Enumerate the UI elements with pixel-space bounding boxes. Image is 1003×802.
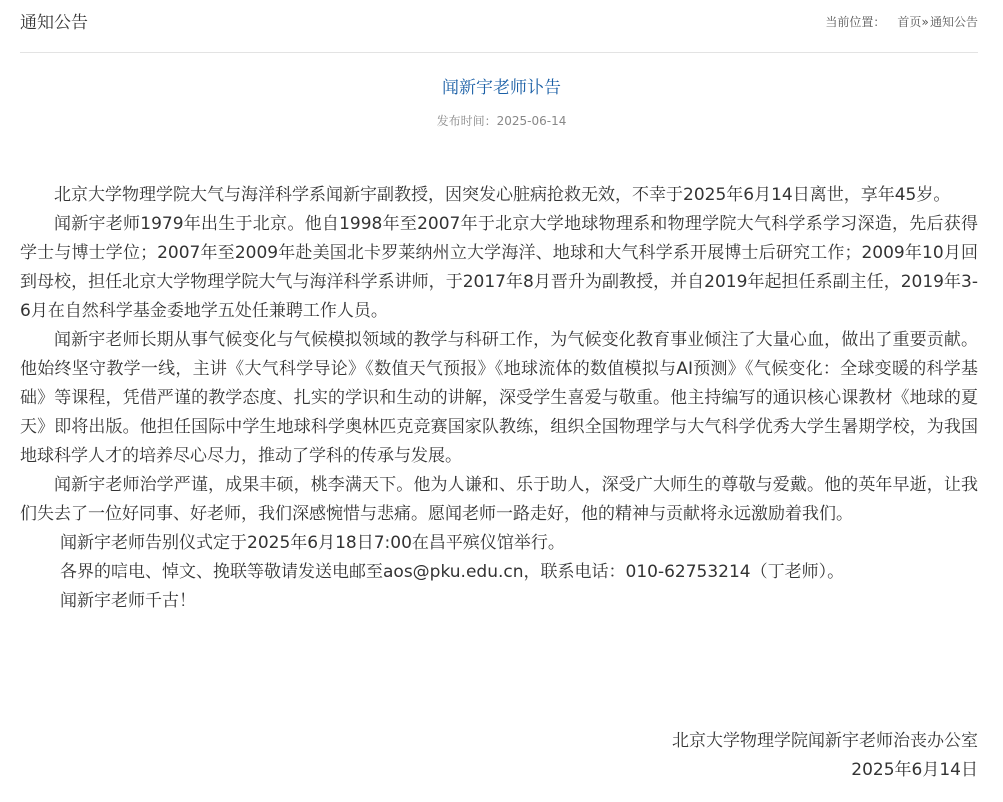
page-header	[20, 0, 978, 53]
breadcrumb-prefix: 当前位置：	[825, 15, 886, 29]
breadcrumb-separator: »	[921, 15, 929, 29]
signature-date: 2025年6月14日	[851, 760, 978, 780]
breadcrumb-home-link[interactable]: 首页	[897, 15, 922, 29]
article-body	[20, 181, 978, 616]
signature-block	[672, 727, 978, 785]
article-title: 闻新宇老师讣告	[442, 78, 561, 98]
publish-date: 2025-06-14	[496, 114, 567, 128]
paragraph-tribute: 闻新宇老师治学严谨，成果丰硕，桃李满天下。他为人谦和、乐于助人，深受广大师生的尊敬与爱戴。他的英年早逝，让我们失去了一位好同事、好老师，我们深感惋惜与悲痛。愿闻老师一路走好，他的精神与贡献将永远激励着我们。	[20, 475, 978, 524]
publish-label: 发布时间：	[436, 114, 497, 128]
paragraph-death-notice: 北京大学物理学院大气与海洋科学系闻新宇副教授，因突发心脏病抢救无效，不幸于2025年6月14日离世，享年45岁。	[54, 185, 951, 205]
paragraph-memorial-service: 闻新宇老师告别仪式定于2025年6月18日7:00在昌平殡仪馆举行。	[60, 533, 565, 553]
section-title: 通知公告	[20, 13, 88, 33]
paragraph-farewell: 闻新宇老师千古！	[60, 591, 196, 611]
breadcrumb	[825, 13, 978, 31]
paragraph-teaching-research: 闻新宇老师长期从事气候变化与气候模拟领域的教学与科研工作，为气候变化教育事业倾注了大量心血，做出了重要贡献。他始终坚守教学一线，主讲《大气科学导论》《数值天气预报》《地球流体的数值模拟与AI预测》《气候变化：全球变暖的科学基础》等课程，凭借严谨的教学态度、扎实的学识和生动的讲解，深受学生喜爱与敬重。他主持编写的通识核心课教材《地球的夏天》即将出版。他担任国际中学生地球科学奥林匹克竞赛国家队教练，组织全国物理学与大气科学优秀大学生暑期学校，为我国地球科学人才的培养尽心尽力，推动了学科的传承与发展。	[20, 330, 978, 466]
paragraph-biography: 闻新宇老师1979年出生于北京。他自1998年至2007年于北京大学地球物理系和物理学院大气科学系学习深造，先后获得学士与博士学位；2007年至2009年赴美国北卡罗莱纳州立大学海洋、地球和大气科学系开展博士后研究工作；2009年10月回到母校，担任北京大学物理学院大气与海洋科学系讲师，于2017年8月晋升为副教授，并自2019年起担任系副主任，2019年3-6月在自然科学基金委地学五处任兼聘工作人员。	[20, 214, 978, 321]
breadcrumb-current-link[interactable]: 通知公告	[929, 15, 978, 29]
paragraph-condolence-contact: 各界的唁电、悼文、挽联等敬请发送电邮至aos@pku.edu.cn，联系电话：010-62753214（丁老师）。	[60, 562, 845, 582]
publish-meta	[0, 112, 1003, 130]
signature-organization: 北京大学物理学院闻新宇老师治丧办公室	[672, 731, 978, 751]
